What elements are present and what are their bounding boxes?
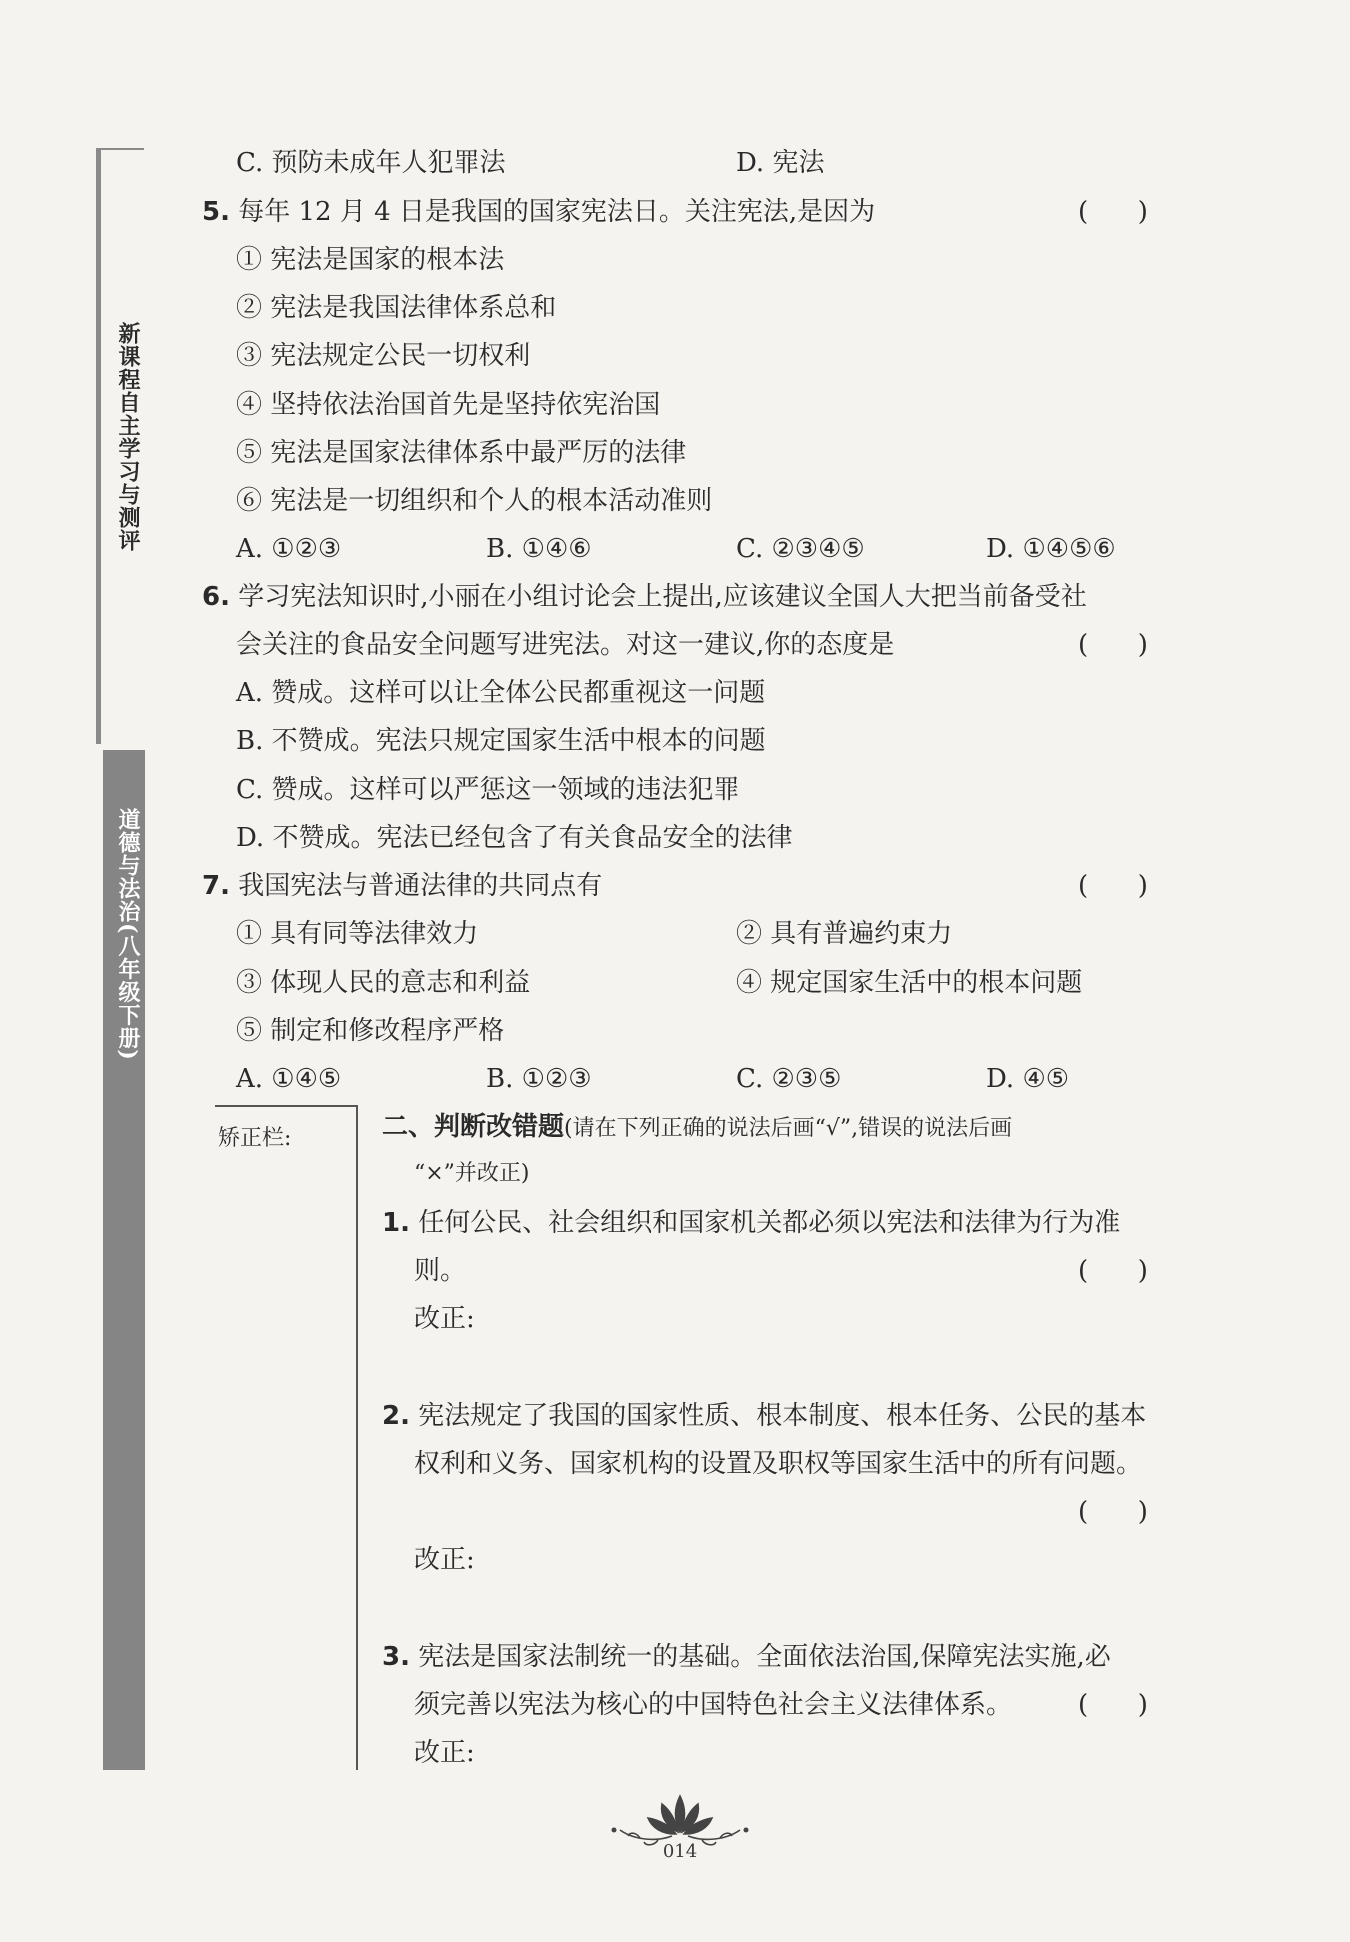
q4-option-c: C. 预防未成年人犯罪法 xyxy=(236,148,506,178)
q6-stem-line2: 会关注的食品安全问题写进宪法。对这一建议,你的态度是 xyxy=(236,630,895,660)
q7-item-2: ② 具有普遍约束力 xyxy=(736,919,953,949)
q5-answer-blank: ( ) xyxy=(1078,197,1148,227)
q7-item-1: ① 具有同等法律效力 xyxy=(236,919,479,949)
q5-item-4: ④ 坚持依法治国首先是坚持依宪治国 xyxy=(236,390,661,420)
j3-number: 3. xyxy=(382,1642,410,1672)
j1-text-1: 任何公民、社会组织和国家机关都必须以宪法和法律为行为准 xyxy=(418,1208,1121,1238)
q6-option-c: C. 赞成。这样可以严惩这一领域的违法犯罪 xyxy=(236,775,740,805)
q6-stem-text-1: 学习宪法知识时,小丽在小组讨论会上提出,应该建议全国人大把当前备受社 xyxy=(238,582,1087,612)
q5-item-1: ① 宪法是国家的根本法 xyxy=(236,245,505,275)
q6-answer-blank: ( ) xyxy=(1078,630,1148,660)
q5-item-3: ③ 宪法规定公民一切权利 xyxy=(236,341,531,371)
j2-number: 2. xyxy=(382,1401,410,1431)
q5-item-6: ⑥ 宪法是一切组织和个人的根本活动准则 xyxy=(236,486,713,516)
side-tab-top-label: 新课程自主学习与测评 xyxy=(115,322,141,552)
j2-text-1: 宪法规定了我国的国家性质、根本制度、根本任务、公民的基本 xyxy=(418,1401,1147,1431)
q5-item-5: ⑤ 宪法是国家法律体系中最严厉的法律 xyxy=(236,438,687,468)
j3-line1 xyxy=(382,1640,1111,1674)
section2-instructions-2: “×”并改正) xyxy=(414,1161,530,1186)
j2-fix-label: 改正: xyxy=(414,1545,475,1575)
side-tab-bottom-label: 道德与法治(八年级下册) xyxy=(115,808,141,1061)
q5-option-c: C. ②③④⑤ xyxy=(736,534,865,564)
q7-option-b: B. ①②③ xyxy=(486,1064,592,1094)
q5-option-d: D. ①④⑤⑥ xyxy=(986,534,1116,564)
j1-fix-label: 改正: xyxy=(414,1304,475,1334)
q6-option-d: D. 不赞成。宪法已经包含了有关食品安全的法律 xyxy=(236,823,793,853)
q7-stem xyxy=(202,869,602,903)
correction-column-divider xyxy=(356,1105,358,1770)
j1-line2: 则。 xyxy=(414,1256,467,1286)
q4-option-d: D. 宪法 xyxy=(736,148,825,178)
j1-line1 xyxy=(382,1206,1120,1240)
q7-item-4: ④ 规定国家生活中的根本问题 xyxy=(736,968,1083,998)
q6-option-a: A. 赞成。这样可以让全体公民都重视这一问题 xyxy=(236,678,766,708)
j1-answer-blank: ( ) xyxy=(1078,1256,1148,1286)
j3-line2: 须完善以宪法为核心的中国特色社会主义法律体系。 xyxy=(414,1690,1013,1720)
section2-title: 二、判断改错题 xyxy=(382,1112,565,1142)
j1-number: 1. xyxy=(382,1208,410,1238)
j2-answer-blank: ( ) xyxy=(1078,1497,1148,1527)
correction-column-label: 矫正栏: xyxy=(218,1126,292,1151)
q7-option-d: D. ④⑤ xyxy=(986,1064,1070,1094)
q6-option-b: B. 不赞成。宪法只规定国家生活中根本的问题 xyxy=(236,726,766,756)
q7-option-c: C. ②③⑤ xyxy=(736,1064,842,1094)
q7-option-a: A. ①④⑤ xyxy=(236,1064,342,1094)
section2-heading xyxy=(382,1110,1012,1146)
section2-instructions-1: (请在下列正确的说法后画“√”,错误的说法后画 xyxy=(564,1116,1013,1141)
q7-item-3: ③ 体现人民的意志和利益 xyxy=(236,968,531,998)
q5-stem-text: 每年 12 月 4 日是我国的国家宪法日。关注宪法,是因为 xyxy=(238,197,876,227)
j3-text-1: 宪法是国家法制统一的基础。全面依法治国,保障宪法实施,必 xyxy=(418,1642,1111,1672)
j2-line1 xyxy=(382,1399,1146,1433)
page-number: 014 xyxy=(662,1841,698,1862)
q5-option-b: B. ①④⑥ xyxy=(486,534,592,564)
q7-stem-text: 我国宪法与普通法律的共同点有 xyxy=(238,871,603,901)
j3-fix-label: 改正: xyxy=(414,1738,475,1768)
q7-number: 7. xyxy=(202,871,230,901)
q5-stem xyxy=(202,195,875,229)
q5-number: 5. xyxy=(202,197,230,227)
j2-line2: 权利和义务、国家机构的设置及职权等国家生活中的所有问题。 xyxy=(414,1449,1143,1479)
q6-stem-line1 xyxy=(202,580,1087,614)
q7-answer-blank: ( ) xyxy=(1078,871,1148,901)
q6-number: 6. xyxy=(202,582,230,612)
j3-answer-blank: ( ) xyxy=(1078,1690,1148,1720)
correction-column-top-rule xyxy=(215,1105,358,1107)
q7-item-5: ⑤ 制定和修改程序严格 xyxy=(236,1016,505,1046)
q5-option-a: A. ①②③ xyxy=(236,534,342,564)
q5-item-2: ② 宪法是我国法律体系总和 xyxy=(236,293,557,323)
